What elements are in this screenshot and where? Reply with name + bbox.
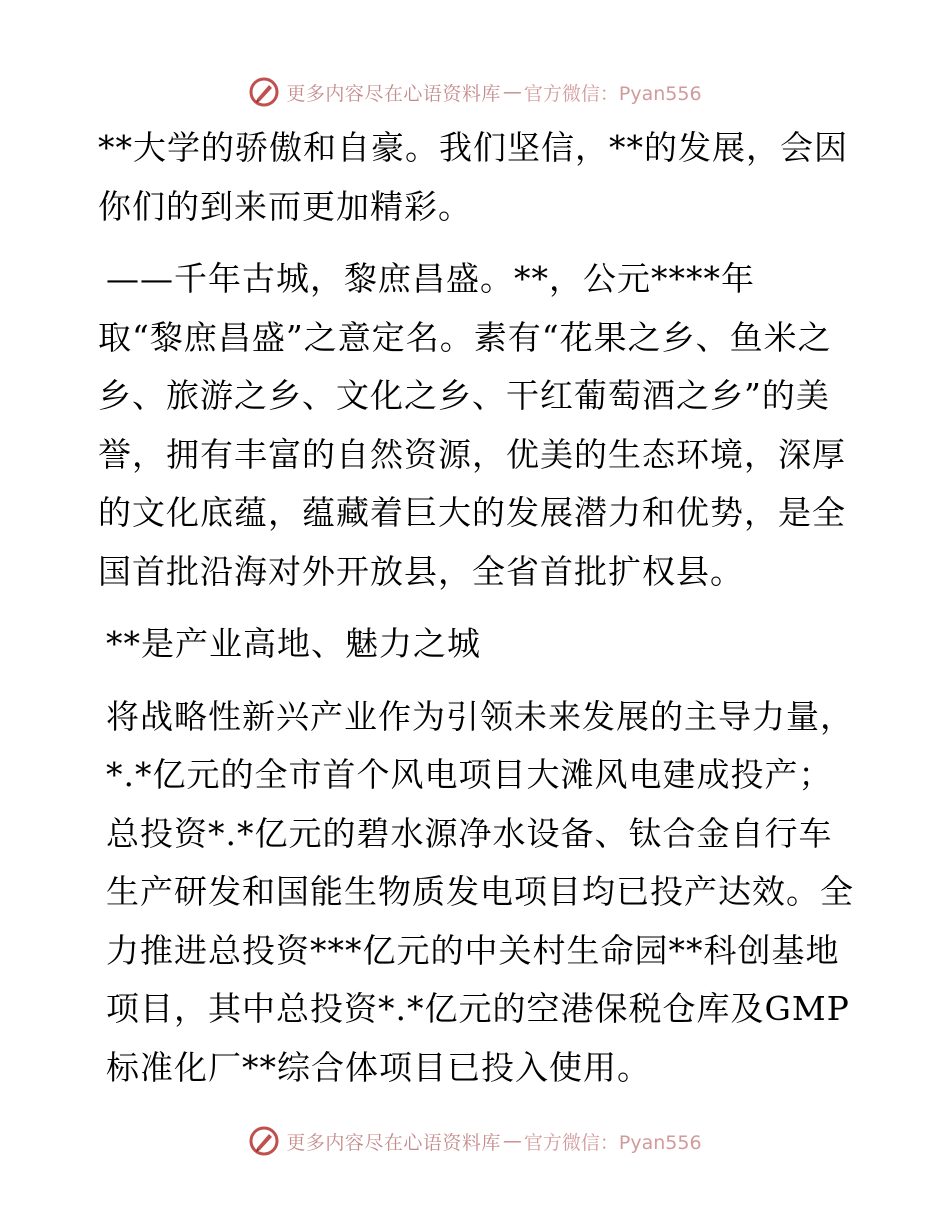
banner-suffix: 官方微信：Pyan556 <box>523 1131 702 1154</box>
banner-text: 更多内容尽在心语资料库 <box>286 82 501 105</box>
document-body <box>98 119 858 1097</box>
paragraph-2: ——千年古城，黎庶昌盛。**，公元****年 <box>106 259 755 298</box>
banner-separator: — <box>502 1130 522 1152</box>
paragraph-5: 将战略性新兴产业作为引领未来发展的主导力量，*.*亿元的全市首个风电项目大滩风电建成投产；总投资*.*亿元的碧水源净水设备、钛合金自行车生产研发和国能生物质发电项目均已投产达效。全力推进总投资***亿元的中关村生命园**科创基地项目，其中总投资*.*亿元的空港保税仓库及GMP标准化厂**综合体项目已投入使用。 <box>106 696 854 1087</box>
banner-separator: — <box>502 81 522 103</box>
paragraph-1: **大学的骄傲和自豪。我们坚信，**的发展，会因你们的到来而更加精彩。 <box>98 128 848 226</box>
paragraph-3: 取“黎庶昌盛”之意定名。素有“花果之乡、鱼米之乡、旅游之乡、文化之乡、干红葡萄酒之乡”的美誉，拥有丰富的自然资源，优美的生态环境，深厚的文化底蕴，蕴藏着巨大的发展潜力和优势，是全国首批沿海对外开放县，全省首批扩权县。 <box>98 317 846 591</box>
paragraph-4: **是产业高地、魅力之城 <box>106 624 481 663</box>
pen-logo-icon <box>248 1125 280 1157</box>
header-banner <box>0 72 950 112</box>
footer-banner <box>0 1121 950 1161</box>
banner-text: 更多内容尽在心语资料库 <box>286 1131 501 1154</box>
pen-logo-icon <box>248 76 280 108</box>
banner-suffix: 官方微信：Pyan556 <box>523 82 702 105</box>
